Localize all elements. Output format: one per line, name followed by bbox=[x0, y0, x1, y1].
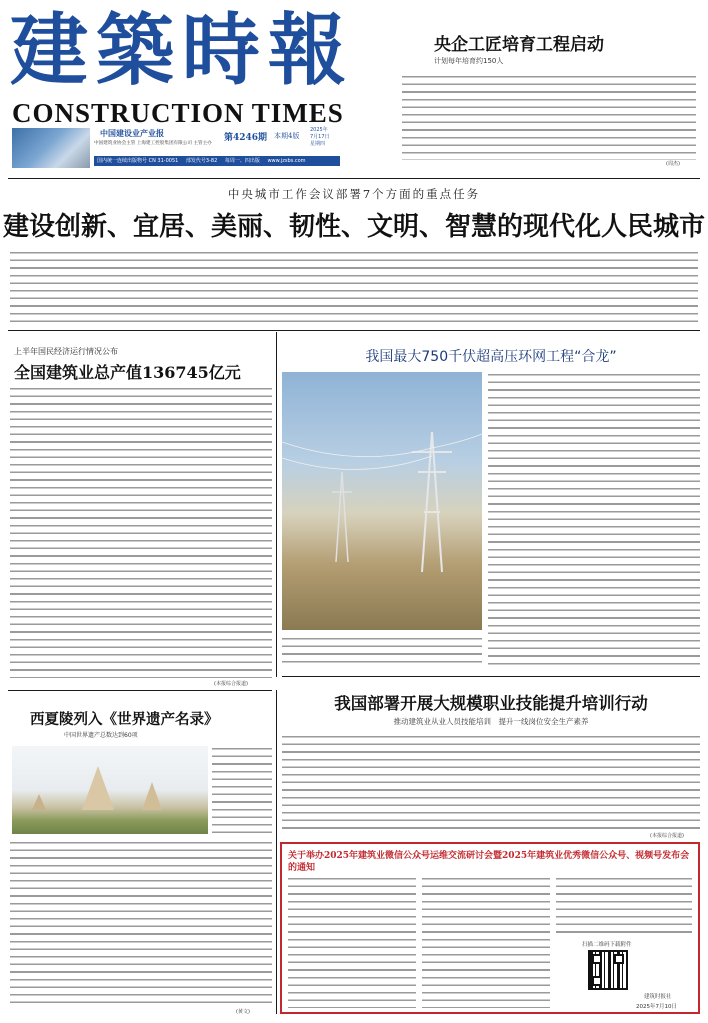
masthead bbox=[8, 6, 408, 166]
website-link[interactable]: www.jzsbs.com bbox=[267, 158, 306, 164]
uhv-body bbox=[488, 372, 700, 666]
transmission-tower-icon bbox=[282, 372, 482, 630]
issue-number: 第4246期 bbox=[224, 133, 268, 143]
top-right-body bbox=[402, 74, 696, 160]
notice-body-2 bbox=[422, 876, 550, 1008]
publish-schedule: 每周一、四出版 bbox=[224, 158, 260, 164]
xixia-photo bbox=[12, 746, 208, 834]
rule-lead-bottom bbox=[8, 330, 700, 331]
lead-body bbox=[10, 250, 698, 324]
masthead-chinese-title: 建築時報 bbox=[10, 5, 355, 96]
notice-date: 2025年7月10日 bbox=[636, 1004, 677, 1010]
uhv-body-lower bbox=[282, 636, 482, 666]
qr-caption: 扫描二维码下载附件 bbox=[582, 942, 632, 948]
uhv-photo bbox=[282, 372, 482, 630]
xixia-body-right bbox=[212, 746, 272, 836]
skills-author: (本报综合报道) bbox=[650, 833, 684, 839]
masthead-sponsor: 中国建筑业协会主管 上海建工控股集团有限公司 主管主办 bbox=[94, 141, 212, 146]
notice-headline: 关于举办2025年建筑业微信公众号运维交流研讨会暨2025年建筑业优秀微信公众号、视频号发布会的通知 bbox=[288, 851, 690, 873]
page-count: 本期4版 bbox=[274, 132, 300, 140]
stats-author: (本报综合报道) bbox=[214, 681, 248, 687]
rule-top bbox=[8, 178, 700, 179]
xixia-tomb-small bbox=[32, 794, 46, 810]
top-right-story bbox=[396, 8, 700, 168]
issue-date bbox=[310, 127, 330, 148]
xixia-author: (黄文) bbox=[236, 1009, 250, 1015]
top-right-author: (周杰) bbox=[666, 161, 680, 167]
stats-headline: 全国建筑业总产值136745亿元 bbox=[14, 363, 241, 382]
masthead-english-title: CONSTRUCTION TIMES bbox=[12, 98, 344, 128]
notice-body-1 bbox=[288, 876, 416, 1008]
top-right-headline: 央企工匠培育工程启动 bbox=[434, 35, 604, 55]
skills-subhead: 推动建筑业从业人员技能培训 提升一线岗位安全生产素养 bbox=[393, 717, 589, 726]
uhv-headline: 我国最大750千伏超高压环网工程“合龙” bbox=[365, 349, 617, 365]
date-weekday: 星期四 bbox=[310, 141, 326, 147]
skills-body bbox=[282, 734, 700, 832]
skills-headline: 我国部署开展大规模职业技能提升培训行动 bbox=[334, 694, 648, 713]
xixia-tomb-medium bbox=[142, 782, 162, 810]
date-year: 2025年 bbox=[310, 127, 328, 133]
top-right-subhead: 计划每年培育约150人 bbox=[434, 57, 504, 65]
rule-col-divider bbox=[276, 332, 277, 677]
cn-code: 国内统一连续出版物号 CN 31-0051 bbox=[97, 158, 179, 164]
notice-body-3 bbox=[556, 876, 692, 936]
notice-org: 建筑时报社 bbox=[644, 994, 672, 1000]
xixia-tomb-large bbox=[82, 766, 114, 810]
lead-headline: 建设创新、宜居、美丽、韧性、文明、智慧的现代化人民城市 bbox=[2, 212, 705, 242]
stats-body bbox=[10, 386, 272, 678]
date-monthday: 7月17日 bbox=[310, 134, 330, 140]
xixia-subhead: 中国世界遗产总数达到60项 bbox=[64, 732, 138, 739]
qr-code-icon[interactable] bbox=[588, 950, 628, 990]
masthead-bar bbox=[94, 156, 340, 166]
masthead-publisher: 中国建设业产业报 bbox=[100, 128, 164, 138]
dept-code: 部发代号3-82 bbox=[185, 158, 218, 164]
notice-box bbox=[280, 842, 700, 1014]
rule-skills bbox=[282, 676, 700, 677]
stats-kicker: 上半年国民经济运行情况公布 bbox=[14, 347, 118, 356]
rule-xixia bbox=[8, 690, 272, 691]
masthead-photo bbox=[12, 128, 90, 168]
lead-kicker: 中央城市工作会议部署7个方面的重点任务 bbox=[227, 187, 481, 201]
xixia-headline: 西夏陵列入《世界遗产名录》 bbox=[30, 711, 219, 728]
rule-left-divider bbox=[276, 690, 277, 1014]
xixia-body bbox=[10, 840, 272, 1006]
